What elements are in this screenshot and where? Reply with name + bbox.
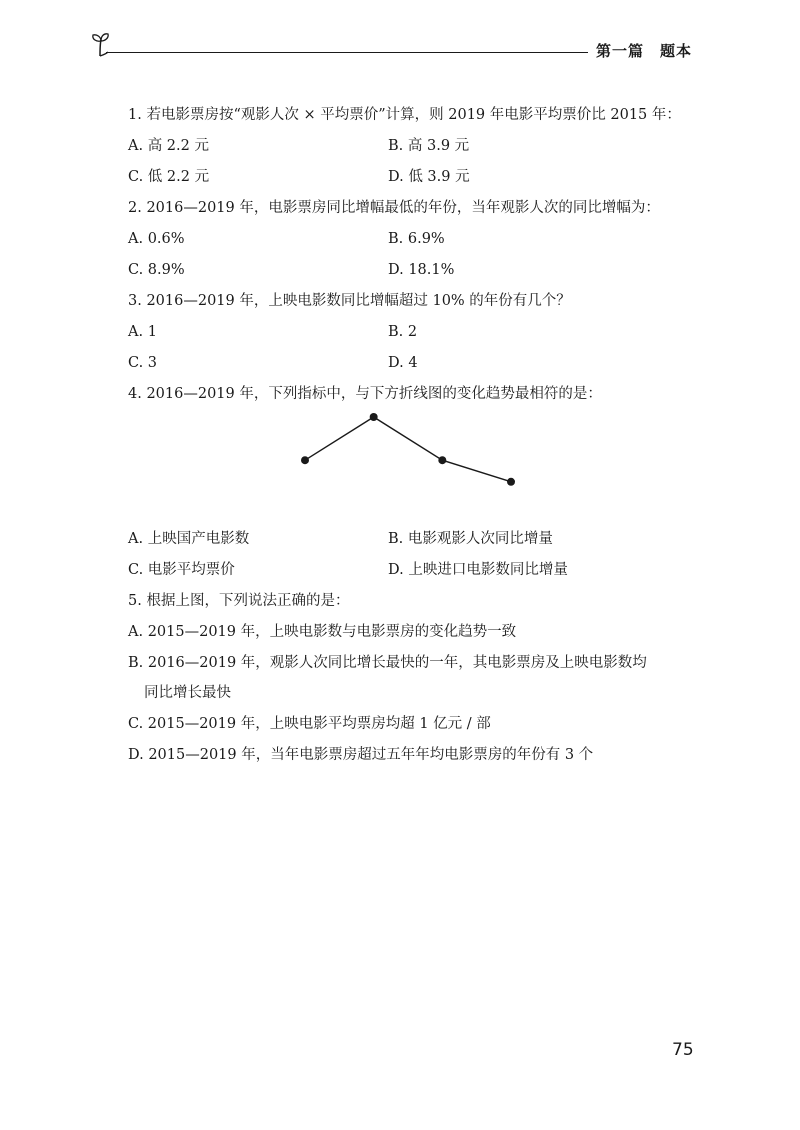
question-5 <box>128 590 708 766</box>
question-stem: 3. 2016—2019 年，上映电影数同比增幅超过 10% 的年份有几个？ <box>128 293 571 309</box>
options <box>128 219 708 281</box>
option-d: D. 上映进口电影数同比增量 <box>388 562 568 578</box>
option-d: D. 2015—2019 年，当年电影票房超过五年年均电影票房的年份有 3 个 <box>128 747 594 763</box>
question-stem: 1. 若电影票房按“观影人次 × 平均票价”计算，则 2019 年电影平均票价比 2015 年： <box>128 107 681 123</box>
question-stem: 5. 根据上图，下列说法正确的是： <box>128 593 350 609</box>
option-d: D. 低 3.9 元 <box>388 169 470 185</box>
data-point <box>370 413 378 421</box>
question-stem: 2. 2016—2019 年，电影票房同比增幅最低的年份，当年观影人次的同比增幅为： <box>128 200 660 216</box>
option-b: B. 高 3.9 元 <box>388 138 470 154</box>
section-title: 第一篇 题本 <box>596 42 693 60</box>
question-4 <box>128 383 708 581</box>
trend-line-chart <box>128 407 708 519</box>
trend-chart <box>128 407 708 519</box>
header-rule <box>106 52 588 53</box>
option-c: C. 8.9% <box>128 262 185 278</box>
data-point <box>507 478 515 486</box>
series-line <box>305 417 511 482</box>
option-c: C. 电影平均票价 <box>128 562 235 578</box>
option-a: A. 上映国产电影数 <box>128 531 250 547</box>
option-c: C. 3 <box>128 355 158 371</box>
option-b: B. 2 <box>388 324 418 340</box>
option-b: B. 2016—2019 年，观影人次同比增长最快的一年，其电影票房及上映电影数均 <box>128 655 647 671</box>
option-d: D. 4 <box>388 355 418 371</box>
option-a: A. 2015—2019 年，上映电影数与电影票房的变化趋势一致 <box>128 624 517 640</box>
page-number: 75 <box>672 1040 694 1060</box>
page-header <box>88 30 700 70</box>
option-c: C. 低 2.2 元 <box>128 169 210 185</box>
option-b-continued: 同比增长最快 <box>144 685 231 701</box>
option-b: B. 电影观影人次同比增量 <box>388 531 553 547</box>
option-a: A. 1 <box>128 324 157 340</box>
options <box>128 312 708 374</box>
question-1 <box>128 104 708 188</box>
question-stem: 4. 2016—2019 年，下列指标中，与下方折线图的变化趋势最相符的是： <box>128 386 602 402</box>
option-a: A. 0.6% <box>128 231 185 247</box>
question-list <box>128 104 708 775</box>
question-3 <box>128 290 708 374</box>
question-2 <box>128 197 708 281</box>
data-point <box>438 456 446 464</box>
sprout-icon <box>88 30 116 60</box>
option-c: C. 2015—2019 年，上映电影平均票房均超 1 亿元 / 部 <box>128 716 491 732</box>
options <box>128 612 708 766</box>
option-d: D. 18.1% <box>388 262 455 278</box>
options <box>128 519 708 581</box>
option-a: A. 高 2.2 元 <box>128 138 209 154</box>
option-b: B. 6.9% <box>388 231 445 247</box>
options <box>128 126 708 188</box>
data-point <box>301 456 309 464</box>
